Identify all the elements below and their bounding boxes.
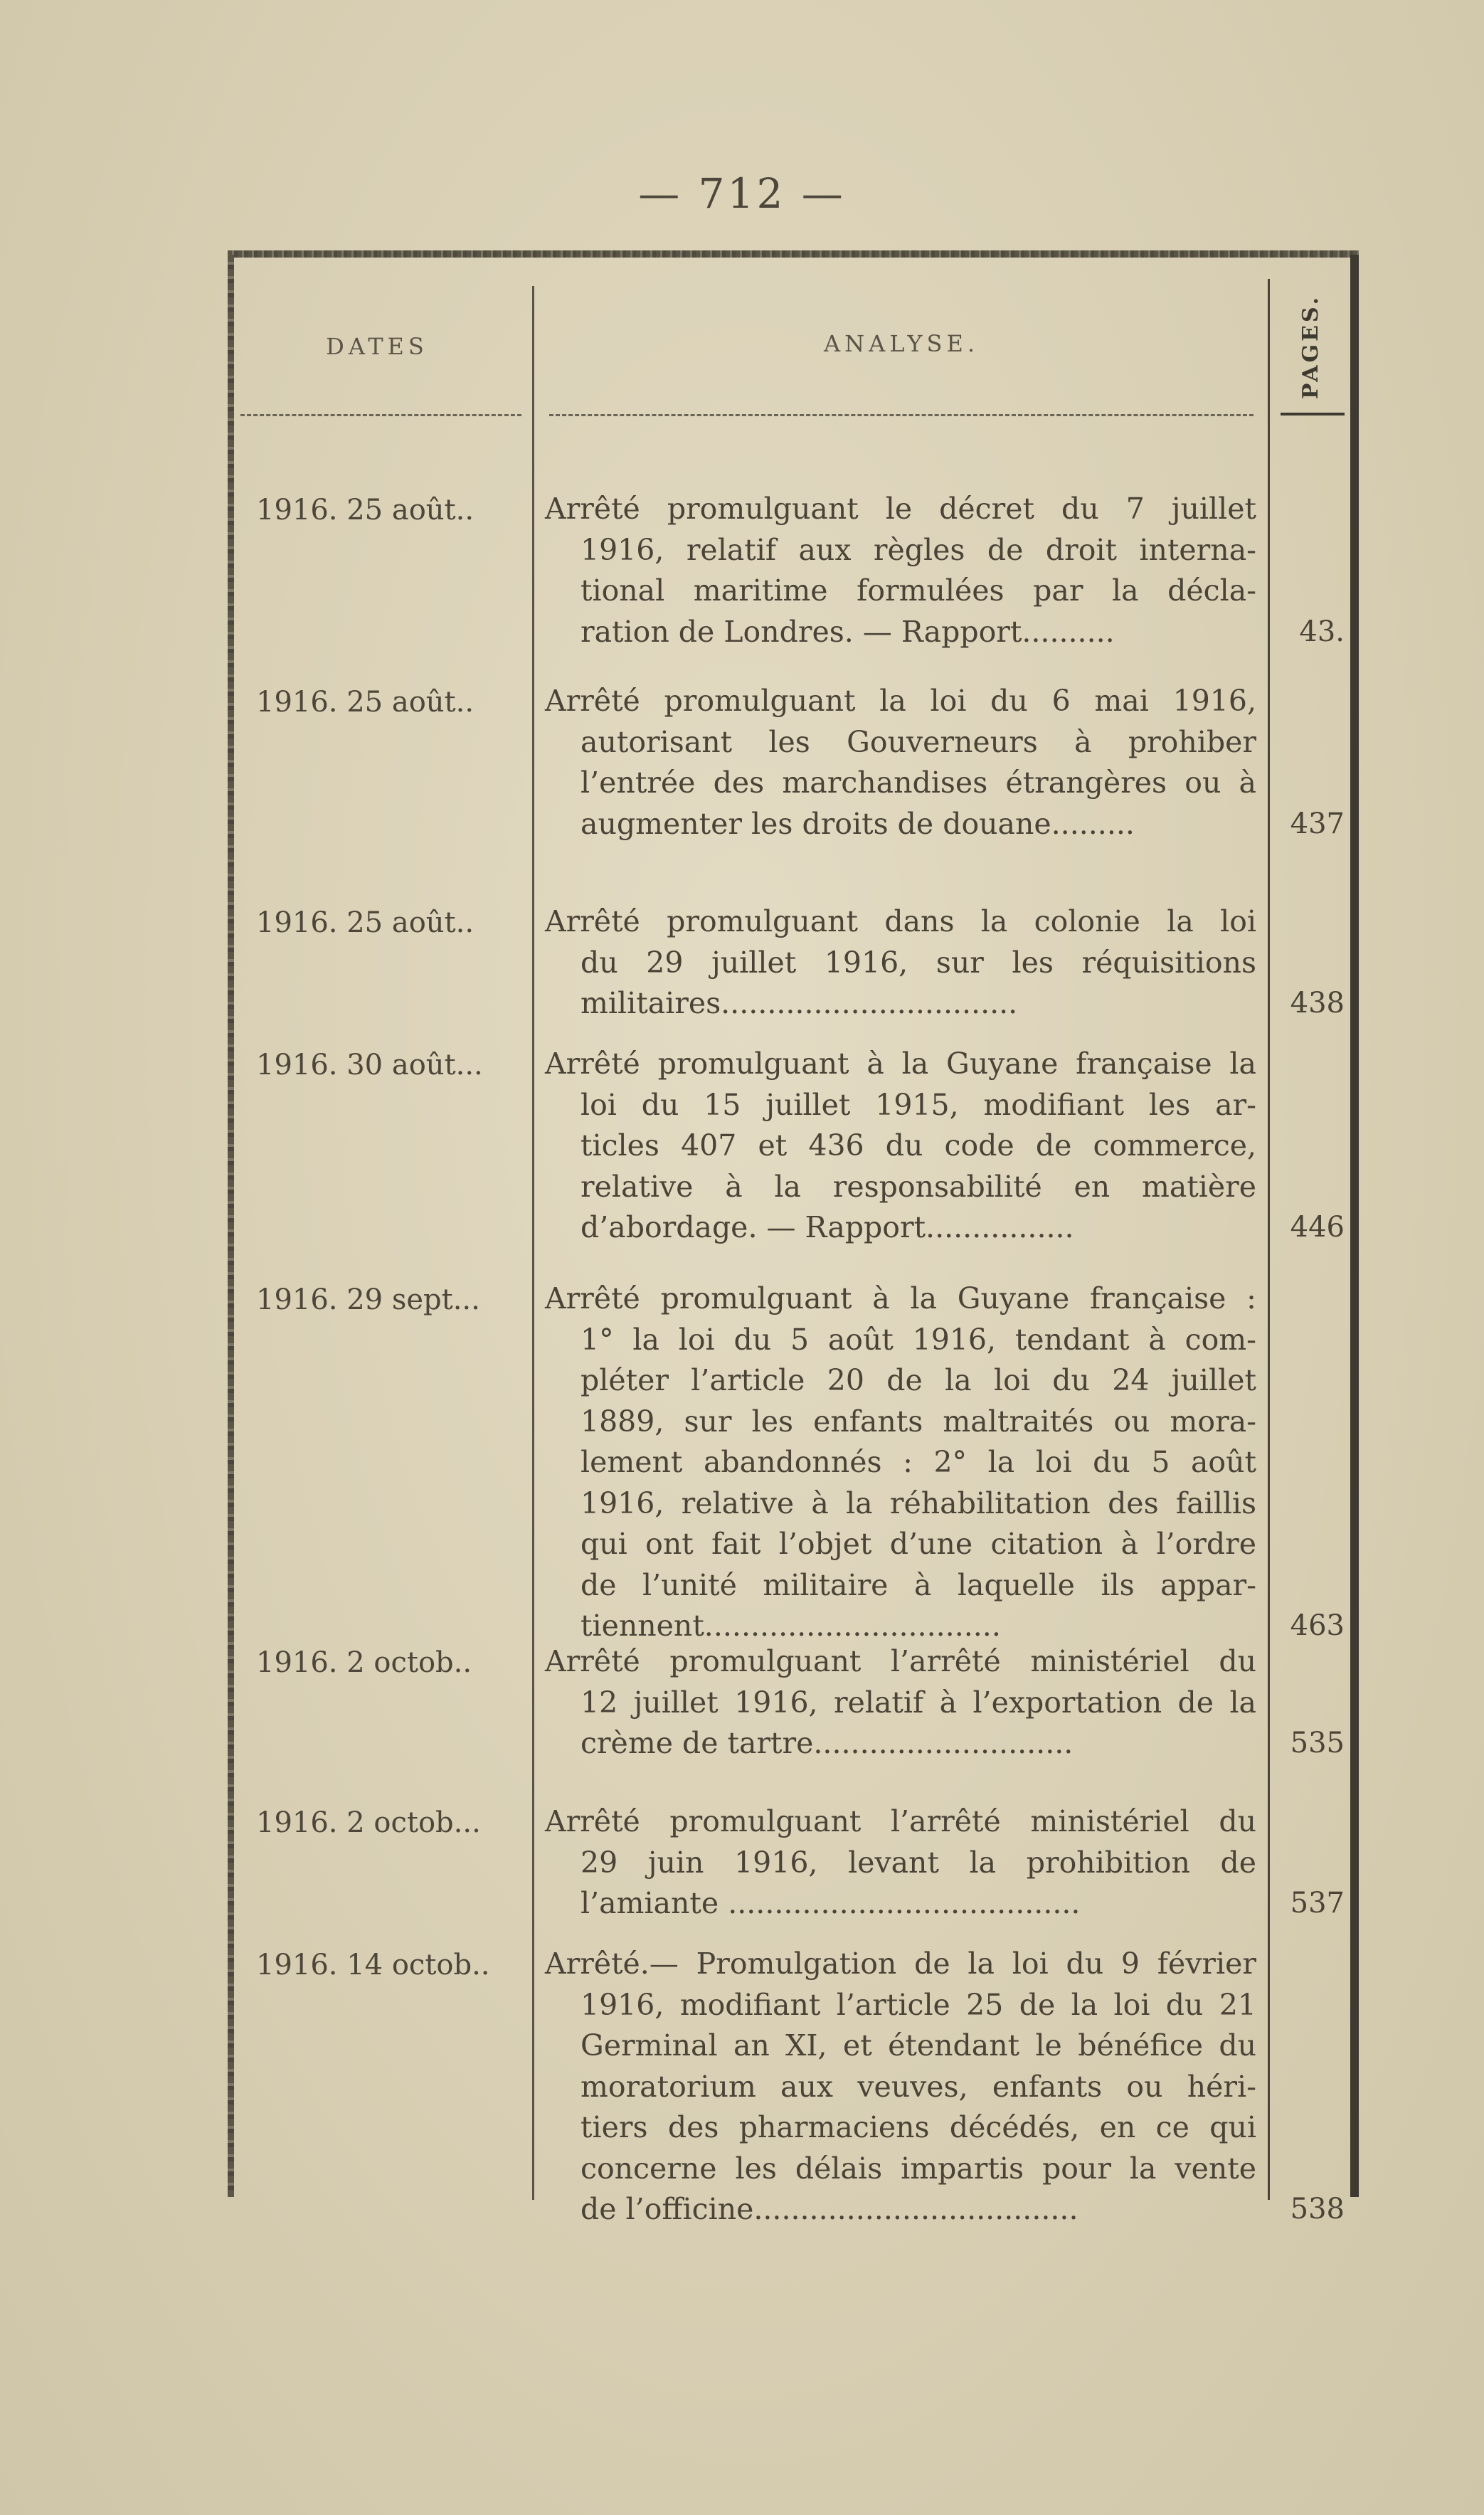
entry-analysis-line: Arrêté promulguant l’arrêté ministériel du [545, 1644, 1256, 1678]
table-left-border [228, 255, 234, 2197]
entry-analysis-line: augmenter les droits de douane......... [581, 806, 1135, 841]
entry-analysis-line: Arrêté promulguant dans la colonie la loi [545, 904, 1256, 938]
entry-date: 1916. 30 août... [256, 1049, 483, 1081]
entry-analysis-line: relative à la responsabilité en matière [581, 1169, 1256, 1204]
entry-analysis-line: 29 juin 1916, levant la prohibition de [581, 1845, 1256, 1880]
entry-date: 1916. 25 août.. [256, 686, 475, 719]
entry-page-number: 446 [1290, 1211, 1345, 1244]
entry-analysis-line: ticles 407 et 436 du code de commerce, [581, 1128, 1256, 1163]
index-table [228, 250, 1359, 2226]
entry-page-number: 438 [1290, 987, 1345, 1020]
entry-analysis-line: Arrêté promulguant à la Guyane française : [545, 1281, 1256, 1315]
entry-analysis-line: 1° la loi du 5 août 1916, tendant à com- [581, 1322, 1256, 1357]
entry-analysis-line: 1916, relative à la réhabilitation des faillis [581, 1486, 1256, 1520]
entry-analysis-line: 1889, sur les enfants maltraités ou mora- [581, 1404, 1256, 1439]
entry-analysis-line: loi du 15 juillet 1915, modifiant les ar- [581, 1087, 1256, 1122]
entry-analysis-line: Germinal an XI, et étendant le bénéfice du [581, 2028, 1256, 2063]
page-number: — 712 — [638, 169, 846, 218]
entry-analysis-line: 12 juillet 1916, relatif à l’exportation de la [581, 1685, 1256, 1720]
entry-analysis [545, 901, 1256, 1024]
entry-date: 1916. 25 août.. [256, 494, 475, 526]
header-pages [1279, 293, 1343, 400]
entry-analysis-line: lement abandonnés : 2° la loi du 5 août [581, 1445, 1256, 1479]
entry-page-number: 535 [1290, 1727, 1345, 1759]
table-top-rule [228, 250, 1359, 258]
entry-analysis-line: pléter l’article 20 de la loi du 24 juillet [581, 1363, 1256, 1397]
entry-date: 1916. 2 octob... [256, 1806, 481, 1839]
entry-analysis-line: de l’officine................................... [581, 2192, 1078, 2226]
entry-analysis-line: militaires................................ [581, 986, 1018, 1020]
entry-analysis-line: d’abordage. — Rapport................ [581, 1210, 1074, 1244]
table-right-border [1350, 255, 1359, 2197]
column-divider-pages [1268, 279, 1270, 2200]
entry-analysis-line: tiers des pharmaciens décédés, en ce qui [581, 2110, 1256, 2144]
entry-date: 1916. 29 sept... [256, 1283, 480, 1316]
entry-analysis-line: Arrêté promulguant le décret du 7 juillet [545, 492, 1256, 526]
entry-page-number: 437 [1290, 807, 1345, 840]
entry-analysis-line: tional maritime formulées par la décla- [581, 573, 1256, 608]
header-analyse: ANALYSE. [824, 330, 979, 357]
entry-analysis [545, 1044, 1256, 1249]
header-rule-pages [1281, 413, 1345, 415]
header-rule-dates [240, 414, 521, 416]
entry-analysis-line: ration de Londres. — Rapport.......... [581, 614, 1115, 649]
entry-analysis [545, 1801, 1256, 1924]
entry-analysis [545, 681, 1256, 844]
entry-analysis-line: autorisant les Gouverneurs à prohiber [581, 724, 1256, 759]
entry-analysis-line: Arrêté promulguant la loi du 6 mai 1916, [545, 684, 1256, 718]
entry-page-number: 537 [1290, 1887, 1345, 1920]
entry-date: 1916. 2 octob.. [256, 1646, 472, 1679]
entry-page-number: 538 [1290, 2193, 1345, 2225]
entry-date: 1916. 14 octob.. [256, 1949, 490, 1981]
entry-analysis [545, 1278, 1256, 1647]
entry-page-number: 463 [1290, 1609, 1345, 1642]
entry-analysis-line: de l’unité militaire à laquelle ils appar- [581, 1567, 1256, 1602]
entry-analysis-line: l’amiante ...................................... [581, 1886, 1081, 1920]
entry-analysis-line: tiennent................................ [581, 1609, 1001, 1643]
entry-analysis-line: concerne les délais impartis pour la vente [581, 2151, 1256, 2186]
header-dates: DATES [326, 333, 428, 360]
entry-analysis-line: l’entrée des marchandises étrangères ou à [581, 766, 1256, 800]
entry-analysis [545, 1641, 1256, 1764]
header-rule-analyse [549, 414, 1254, 416]
entry-analysis-line: Arrêté promulguant l’arrêté ministériel du [545, 1804, 1256, 1838]
entry-page-number: 43. [1299, 615, 1345, 648]
entry-analysis [545, 489, 1256, 652]
entry-analysis-line: crème de tartre............................ [581, 1726, 1074, 1760]
entry-analysis-line: moratorium aux veuves, enfants ou héri- [581, 2069, 1256, 2104]
entry-analysis-line: 1916, relatif aux règles de droit interna- [581, 532, 1256, 567]
entry-analysis-line: 1916, modifiant l’article 25 de la loi du 21 [581, 1987, 1256, 2022]
entry-date: 1916. 25 août.. [256, 906, 475, 939]
entry-analysis-line: Arrêté.— Promulgation de la loi du 9 février [545, 1947, 1256, 1981]
header-pages-label: PAGES. [1298, 294, 1324, 399]
entry-analysis-line: Arrêté promulguant à la Guyane française la [545, 1047, 1256, 1081]
entry-analysis [545, 1944, 1256, 2230]
entry-analysis-line: qui ont fait l’objet d’une citation à l’ordre [581, 1527, 1256, 1561]
entry-analysis-line: du 29 juillet 1916, sur les réquisitions [581, 945, 1256, 980]
column-divider-dates [532, 286, 534, 2200]
